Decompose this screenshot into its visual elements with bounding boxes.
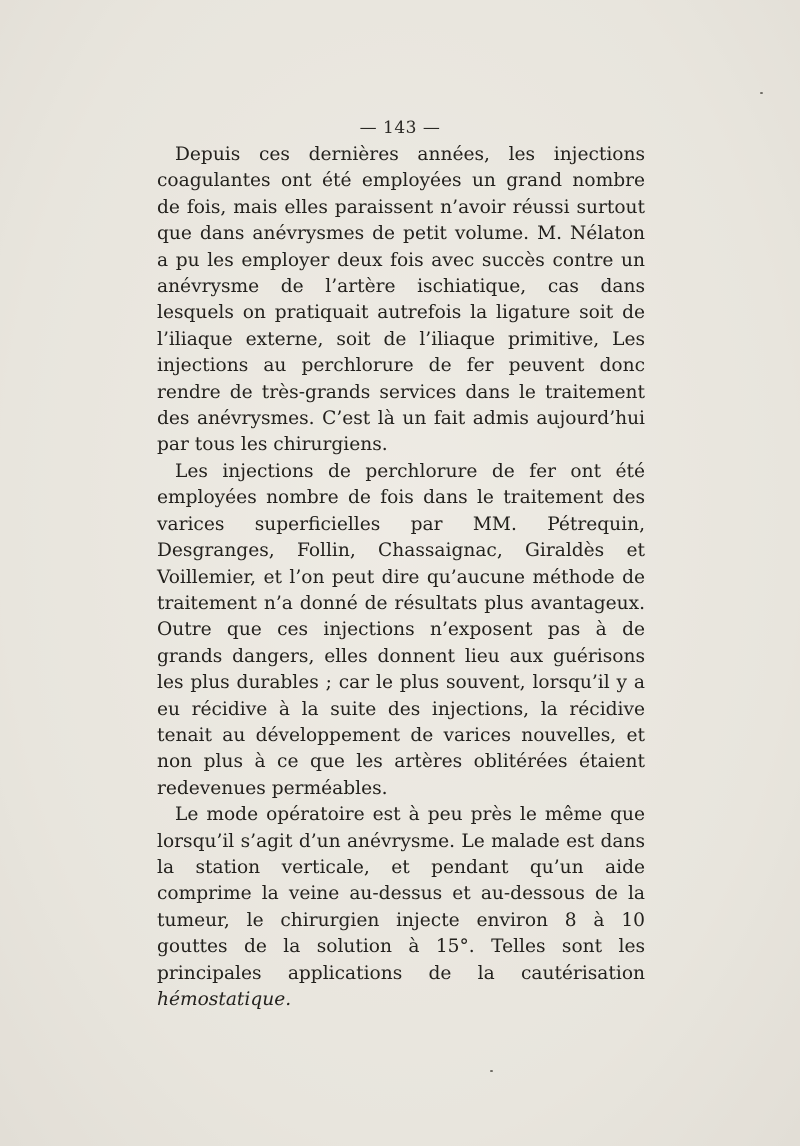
paragraph-2: Les injections de perchlorure de fer ont été employées nombre de fois dans le traitement des varices superficielles par MM. Pétrequin, Desgranges, Follin, Chassaignac, Giraldès et Voillemier, et l’on peut dire qu’aucune méthode de traitement n’a donné de résultats plus avantageux. Outre que ces injections n’exposent pas à de grands dangers, elles donnent lieu aux guérisons les plus durables ; car le plus souvent, lorsqu’il y a eu récidive à la suite des injections, la récidive tenait au développement de varices nouvelles, et non plus à ce que les artères oblitérées étaient redevenues perméables. bbox=[157, 460, 645, 799]
paper-speck bbox=[490, 1070, 493, 1072]
paragraph-3 bbox=[157, 802, 645, 1013]
paper-speck bbox=[760, 92, 763, 94]
paragraph-3-italic: hémostatique. bbox=[157, 989, 292, 1010]
body-text bbox=[157, 142, 645, 1013]
page-number: — 143 — bbox=[359, 118, 441, 138]
paragraph-1: Depuis ces dernières années, les injections coagulantes ont été employées un grand nombre de fois, mais elles paraissent n’avoir réussi surtout que dans anévrysmes de petit volume. M. Nélaton a pu les employer deux fois avec succès contre un anévrysme de l’artère ischiatique, cas dans lesquels on pratiquait autrefois la ligature soit de l’iliaque externe, soit de l’iliaque primitive, Les injections au perchlorure de fer peuvent donc rendre de très-grands services dans le traitement des anévrysmes. C’est là un fait admis aujourd’hui par tous les chirurgiens. bbox=[157, 144, 645, 456]
paragraph-3-text: Le mode opératoire est à peu près le même que lorsqu’il s’agit d’un anévrysme. Le malade est dans la station verticale, et pendant qu’un aide comprime la veine au-dessus et au-dessous de la tumeur, le chirurgien injecte environ 8 à 10 gouttes de la solution à 15°. Telles sont les principales applications de la cautérisation bbox=[157, 804, 645, 984]
